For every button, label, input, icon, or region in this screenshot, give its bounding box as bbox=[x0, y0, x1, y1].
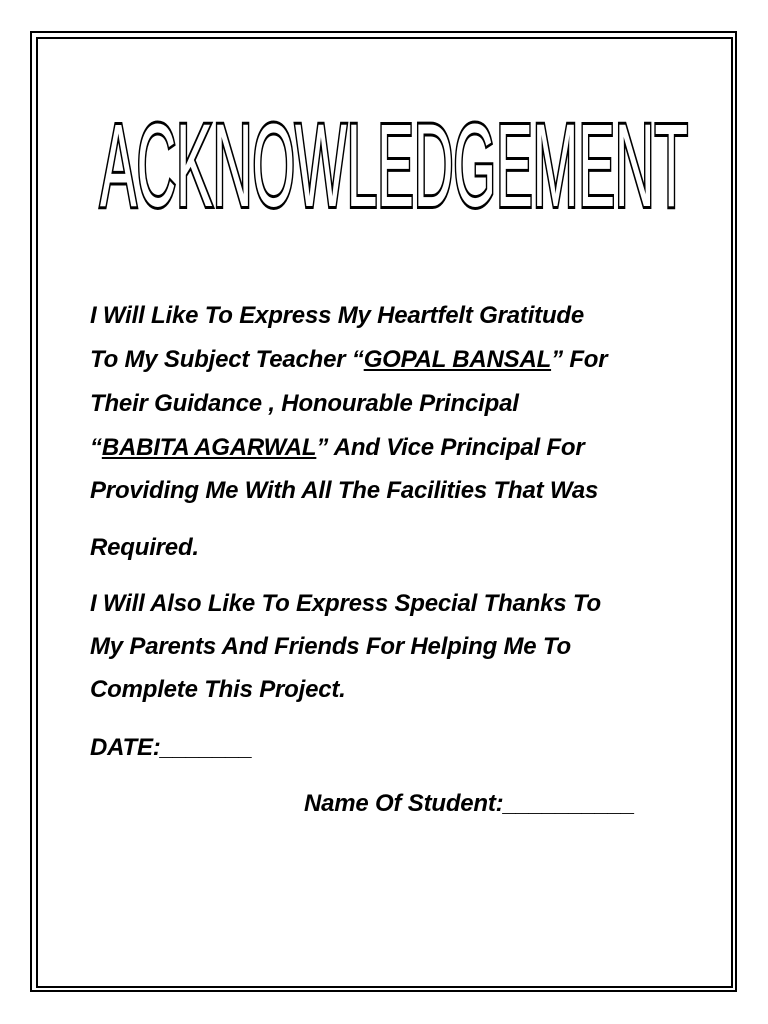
para1-line1: I Will Like To Express My Heartfelt Gratitude bbox=[90, 302, 585, 329]
para1-line6: Required. bbox=[90, 534, 199, 561]
principal-name: BABITA AGARWAL bbox=[101, 434, 317, 461]
para2-line2: My Parents And Friends For Helping Me To bbox=[90, 633, 571, 660]
page-title bbox=[98, 88, 690, 228]
para1-line2-end: ” For bbox=[551, 346, 608, 373]
teacher-name: GOPAL BANSAL bbox=[363, 346, 552, 373]
title-text: ACKNOWLEDGEMENT bbox=[100, 100, 688, 228]
date-line: DATE:_______ bbox=[90, 734, 253, 761]
para1-line3: Their Guidance , Honourable Principal bbox=[90, 390, 519, 417]
para1-line5: Providing Me With All The Facilities That Was bbox=[90, 477, 599, 504]
para1-line4 bbox=[90, 434, 584, 462]
student-name-line: Name Of Student:__________ bbox=[304, 790, 635, 817]
para1-line4-start: “ bbox=[90, 434, 102, 461]
para1-line4-end: ” And Vice Principal For bbox=[316, 434, 585, 461]
title-text-fill: ACKNOWLEDGEMENT bbox=[100, 100, 688, 228]
para2-line3: Complete This Project. bbox=[90, 676, 346, 703]
para1-line2 bbox=[90, 346, 607, 374]
para2-line1: I Will Also Like To Express Special Thanks To bbox=[90, 590, 601, 617]
title-wordart bbox=[98, 88, 690, 228]
para1-line2-start: To My Subject Teacher “ bbox=[90, 346, 364, 373]
